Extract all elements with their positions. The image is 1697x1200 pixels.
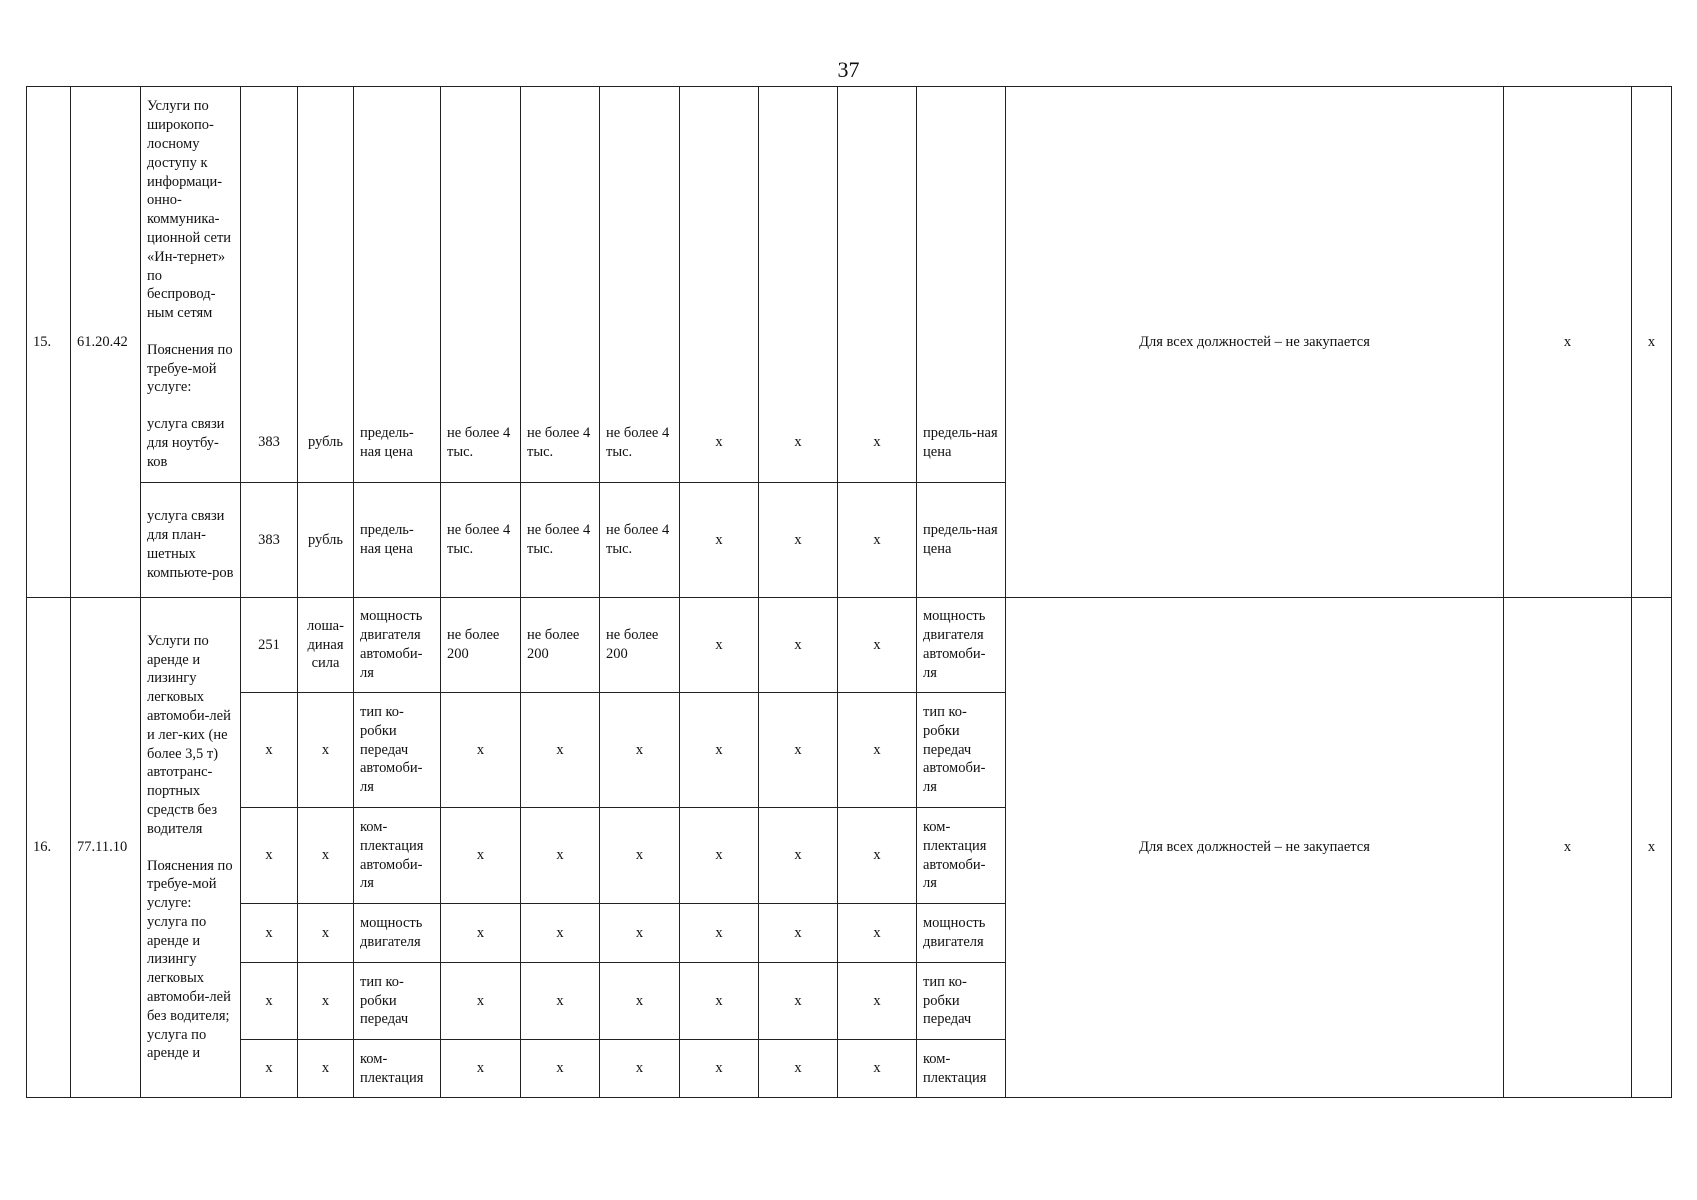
characteristic: тип ко-робки передач <box>917 963 1006 1040</box>
value-cell: x <box>521 808 600 904</box>
unit-name: x <box>298 963 354 1040</box>
page-number: 37 <box>837 57 860 82</box>
value-cell: x <box>680 904 759 963</box>
value-cell: x <box>680 598 759 693</box>
value-cell: не более 200 <box>600 598 680 693</box>
value-cell: не более 4 тыс. <box>441 87 521 483</box>
unit-name: x <box>298 808 354 904</box>
value-cell: x <box>521 904 600 963</box>
value-cell: x <box>759 963 838 1040</box>
value-cell: x <box>759 693 838 808</box>
okei-code: x <box>241 1040 298 1098</box>
value-cell: x <box>838 963 917 1040</box>
value-cell: x <box>680 87 759 483</box>
characteristic: тип ко-робки передач автомоби-ля <box>354 693 441 808</box>
unit-name: x <box>298 904 354 963</box>
service-description <box>141 598 241 1098</box>
characteristic: предель-ная цена <box>354 87 441 483</box>
subservice-name: услуга связи для план-шетных компьюте-ров <box>141 483 241 598</box>
value-cell: x <box>759 1040 838 1098</box>
value-cell: x <box>680 1040 759 1098</box>
value-cell: x <box>680 483 759 598</box>
merged-x: x <box>1504 87 1632 598</box>
value-cell: не более 4 тыс. <box>521 483 600 598</box>
characteristic: тип ко-робки передач <box>354 963 441 1040</box>
okei-code: 383 <box>241 483 298 598</box>
value-cell: x <box>759 904 838 963</box>
value-cell: x <box>600 963 680 1040</box>
merged-x: x <box>1632 87 1672 598</box>
value-cell: x <box>521 693 600 808</box>
row-number: 16. <box>27 598 71 1098</box>
value-cell: не более 4 тыс. <box>600 483 680 598</box>
okpd-code: 77.11.10 <box>71 598 141 1098</box>
characteristic: ком-плектация автомоби-ля <box>917 808 1006 904</box>
okei-code: 383 <box>241 87 298 483</box>
value-cell: не более 4 тыс. <box>441 483 521 598</box>
value-cell: не более 4 тыс. <box>521 87 600 483</box>
value-cell: x <box>838 598 917 693</box>
value-cell: x <box>600 1040 680 1098</box>
value-cell: не более 200 <box>521 598 600 693</box>
unit-name: x <box>298 1040 354 1098</box>
requirements-table <box>26 86 1672 1098</box>
value-cell: x <box>838 87 917 483</box>
characteristic: предель-ная цена <box>917 87 1006 483</box>
value-cell: x <box>600 904 680 963</box>
service-title: Услуги по широкопо-лосному доступу к информаци-онно-коммуника-ционной сети «Ин-тернет» по беспровод-ным сетям <box>147 98 232 322</box>
merged-note: Для всех должностей – не закупается <box>1006 87 1504 598</box>
okei-code: 251 <box>241 598 298 693</box>
table-row <box>27 87 1672 483</box>
value-cell: x <box>759 598 838 693</box>
okpd-code: 61.20.42 <box>71 87 141 598</box>
characteristic: мощность двигателя автомоби-ля <box>354 598 441 693</box>
characteristic: мощность двигателя <box>917 904 1006 963</box>
value-cell: x <box>838 483 917 598</box>
value-cell: x <box>521 1040 600 1098</box>
merged-note: Для всех должностей – не закупается <box>1006 598 1504 1098</box>
value-cell: x <box>838 904 917 963</box>
value-cell: x <box>600 693 680 808</box>
value-cell: x <box>680 808 759 904</box>
okei-code: x <box>241 693 298 808</box>
value-cell: x <box>441 808 521 904</box>
characteristic: предель-ная цена <box>917 483 1006 598</box>
okei-code: x <box>241 904 298 963</box>
row-number: 15. <box>27 87 71 598</box>
value-cell: x <box>838 693 917 808</box>
value-cell: x <box>680 693 759 808</box>
service-explanation: Пояснения по требуе-мой услуге: услуга по аренде и лизингу легковых автомоби-лей без водителя; услуга по аренде и <box>147 857 233 1062</box>
value-cell: x <box>441 963 521 1040</box>
subservice-name: услуга связи для ноутбу-ков <box>147 416 225 470</box>
value-cell: x <box>441 904 521 963</box>
value-cell: x <box>759 87 838 483</box>
characteristic: ком-плектация <box>917 1040 1006 1098</box>
value-cell: не более 200 <box>441 598 521 693</box>
table-row <box>27 598 1672 693</box>
unit-name: рубль <box>298 87 354 483</box>
okei-code: x <box>241 808 298 904</box>
unit-name: рубль <box>298 483 354 598</box>
characteristic: тип ко-робки передач автомоби-ля <box>917 693 1006 808</box>
characteristic: предель-ная цена <box>354 483 441 598</box>
characteristic: мощность двигателя <box>354 904 441 963</box>
value-cell: x <box>759 808 838 904</box>
unit-name: x <box>298 693 354 808</box>
characteristic: ком-плектация автомоби-ля <box>354 808 441 904</box>
value-cell: x <box>441 1040 521 1098</box>
service-explanation: Пояснения по требуе-мой услуге: <box>147 341 233 396</box>
value-cell: не более 4 тыс. <box>600 87 680 483</box>
value-cell: x <box>759 483 838 598</box>
service-description <box>141 87 241 483</box>
value-cell: x <box>680 963 759 1040</box>
unit-name: лоша-диная сила <box>298 598 354 693</box>
value-cell: x <box>600 808 680 904</box>
merged-x: x <box>1504 598 1632 1098</box>
value-cell: x <box>521 963 600 1040</box>
value-cell: x <box>838 1040 917 1098</box>
okei-code: x <box>241 963 298 1040</box>
value-cell: x <box>441 693 521 808</box>
value-cell: x <box>838 808 917 904</box>
characteristic: мощность двигателя автомоби-ля <box>917 598 1006 693</box>
characteristic: ком-плектация <box>354 1040 441 1098</box>
merged-x: x <box>1632 598 1672 1098</box>
service-title: Услуги по аренде и лизингу легковых автомоби-лей и лег-ких (не более 3,5 т) автотранс-портных средств без водителя <box>147 632 231 837</box>
